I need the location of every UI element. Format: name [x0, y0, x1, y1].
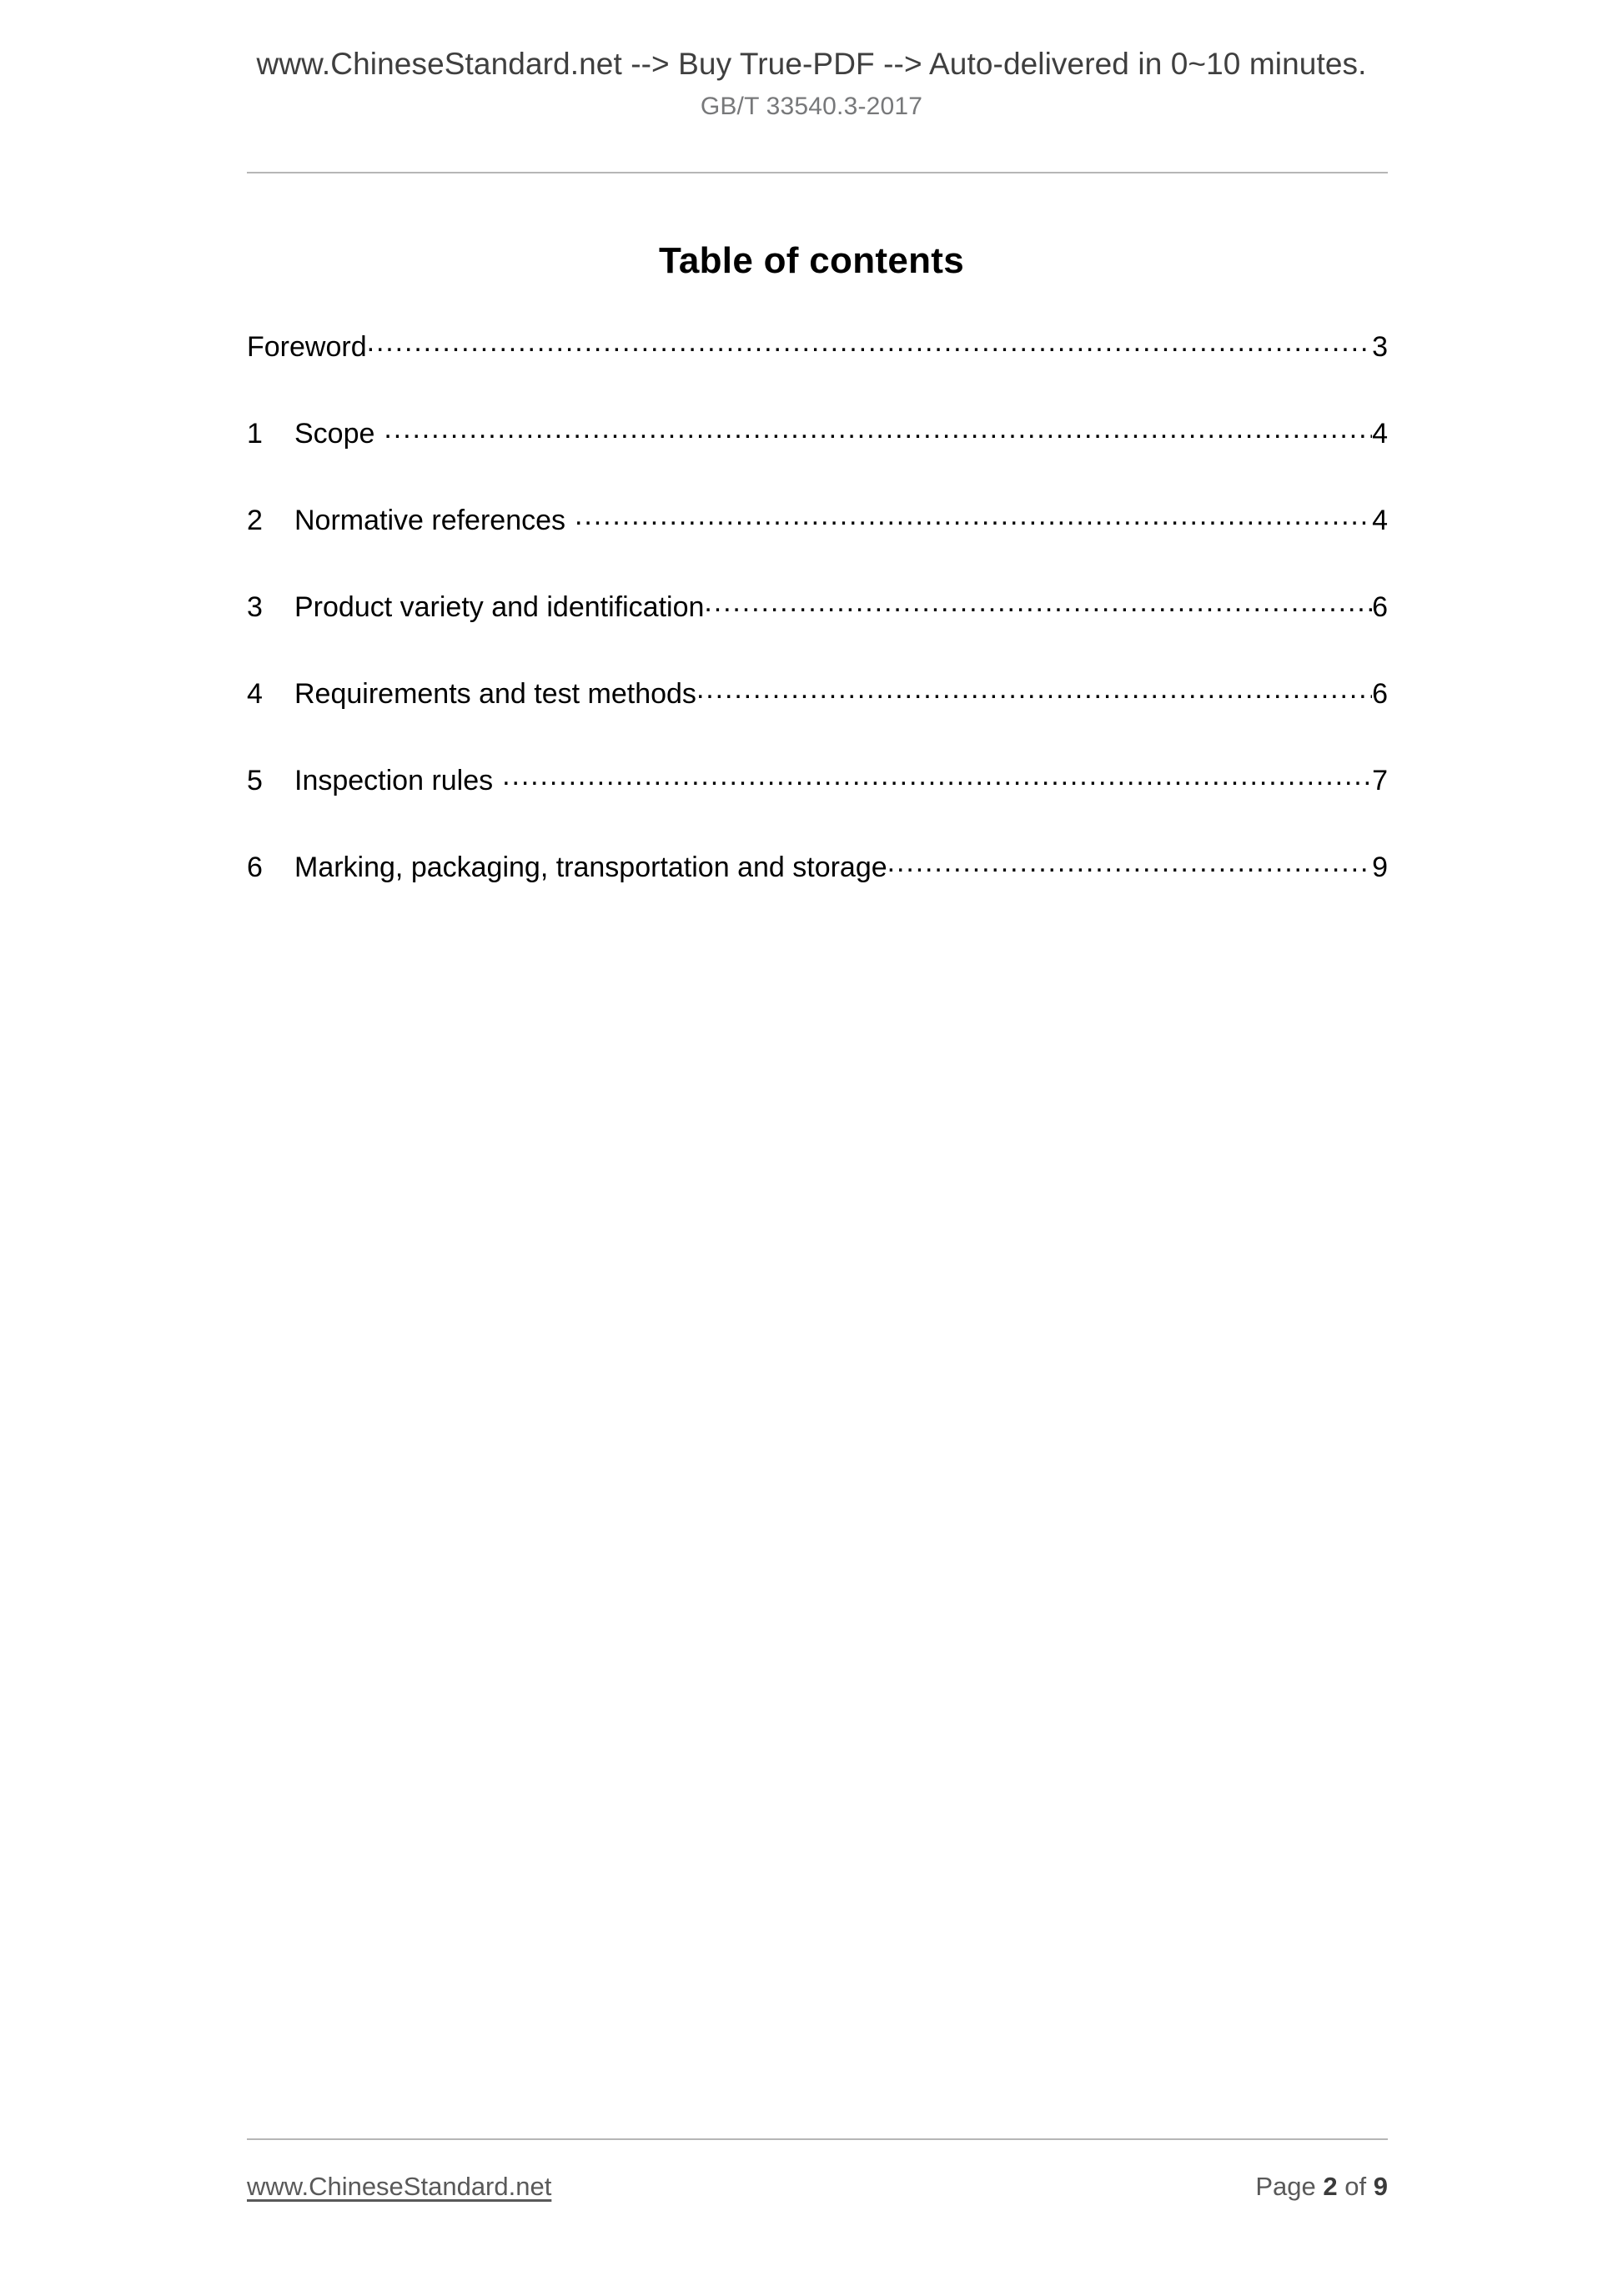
toc-entry-label: Requirements and test methods	[294, 678, 696, 710]
page-of-label: of	[1344, 2172, 1367, 2201]
toc-entry-page: 7	[1372, 765, 1388, 796]
page-header	[0, 47, 1623, 122]
toc-entry-number: 2	[247, 505, 263, 536]
toc-entry-page: 3	[1372, 331, 1388, 363]
page-title: Table of contents	[658, 240, 965, 281]
footer-website-link[interactable]: www.ChineseStandard.net	[247, 2172, 552, 2201]
toc-entry-label: Inspection rules	[294, 765, 494, 796]
promo-banner-text: www.ChineseStandard.net --> Buy True-PDF --> Auto-delivered in 0~10 minutes.	[256, 47, 1367, 81]
page-label: Page	[1255, 2172, 1316, 2201]
toc-entry-label: Product variety and identification	[294, 591, 705, 623]
toc-entry-page: 4	[1372, 418, 1388, 450]
toc-entry-product-variety-and-identification[interactable]	[247, 588, 1388, 628]
footer-divider	[247, 2138, 1388, 2140]
toc-dot-leader	[575, 501, 1372, 530]
toc-entry-number: 5	[247, 765, 263, 796]
toc-dot-leader	[696, 675, 1372, 703]
table-of-contents	[247, 328, 1388, 888]
toc-entry-label: Marking, packaging, transportation and storage	[294, 852, 887, 883]
current-page-number: 2	[1323, 2172, 1338, 2201]
toc-entry-scope[interactable]	[247, 414, 1388, 455]
toc-entry-page: 6	[1372, 678, 1388, 710]
toc-entry-normative-references[interactable]	[247, 501, 1388, 541]
toc-dot-leader	[887, 848, 1372, 877]
toc-entry-label: Normative references	[294, 505, 566, 536]
toc-entry-label: Scope	[294, 418, 375, 450]
header-divider	[247, 172, 1388, 173]
toc-entry-number: 3	[247, 591, 263, 623]
toc-entry-page: 6	[1372, 591, 1388, 623]
toc-dot-leader	[704, 588, 1372, 616]
toc-entry-number: 4	[247, 678, 263, 710]
toc-entry-foreword[interactable]	[247, 328, 1388, 368]
toc-entry-marking-packaging-transportation-and-storage[interactable]	[247, 848, 1388, 888]
page-number-indicator	[1255, 2172, 1388, 2202]
total-page-number: 9	[1373, 2172, 1388, 2201]
toc-entry-number: 6	[247, 852, 263, 883]
toc-entry-inspection-rules[interactable]	[247, 761, 1388, 801]
toc-entry-page: 4	[1372, 505, 1388, 536]
toc-entry-label: Foreword	[247, 331, 367, 363]
standard-number: GB/T 33540.3-2017	[700, 93, 923, 121]
toc-entry-number: 1	[247, 418, 263, 450]
toc-dot-leader	[384, 414, 1372, 443]
toc-dot-leader	[367, 328, 1372, 356]
toc-entry-requirements-and-test-methods[interactable]	[247, 675, 1388, 715]
toc-entry-page: 9	[1372, 852, 1388, 883]
toc-dot-leader	[502, 761, 1372, 790]
page-footer	[247, 2172, 1388, 2202]
